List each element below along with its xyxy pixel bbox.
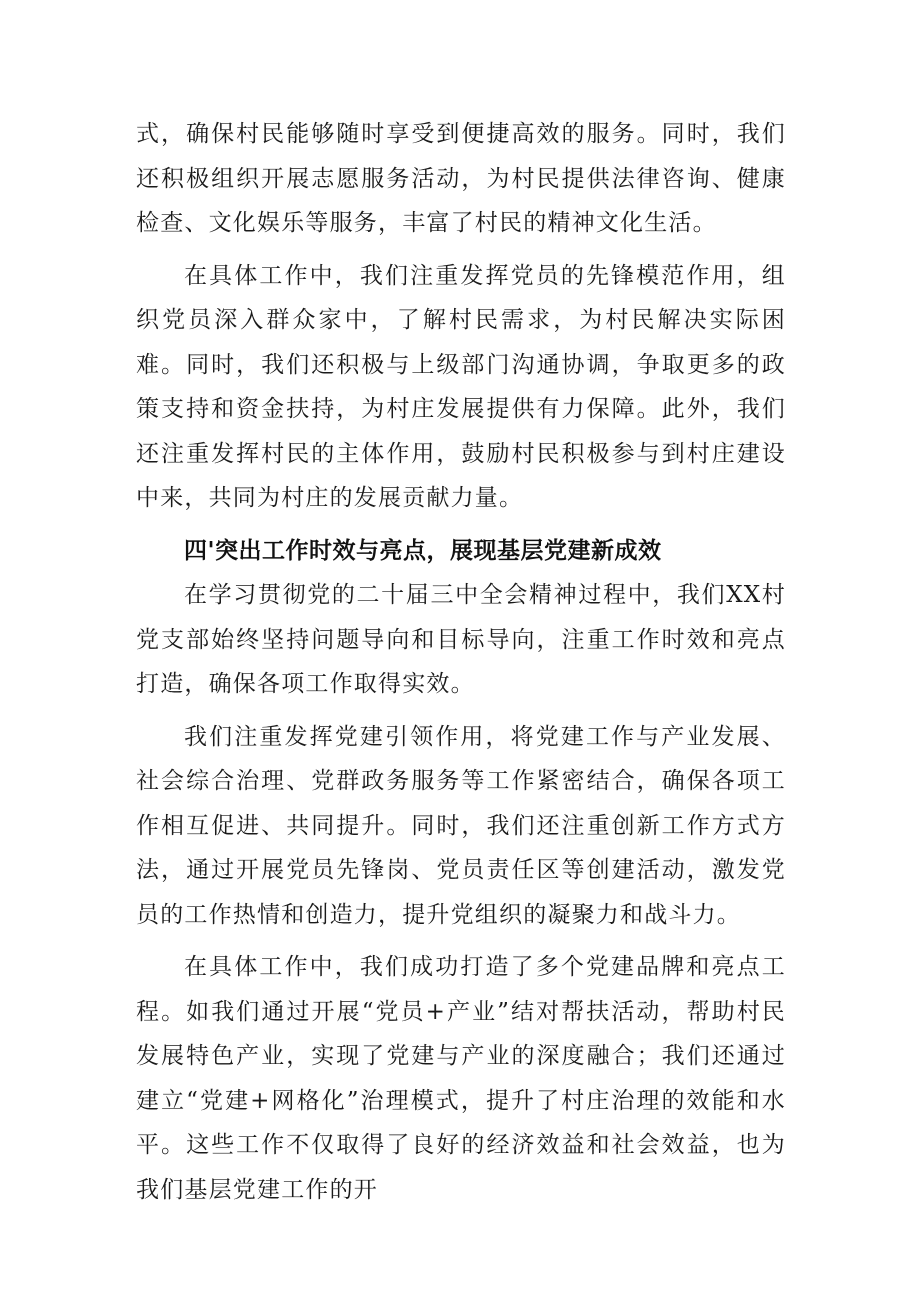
document-body (136, 112, 786, 1212)
paragraph-section-intro: 在学习贯彻党的二十届三中全会精神过程中，我们XX村党支部始终坚持问题导向和目标导向，注重工作时效和亮点打造，确保各项工作取得实效。 (136, 582, 786, 697)
paragraph-continued: 式，确保村民能够随时享受到便捷高效的服务。同时，我们还积极组织开展志愿服务活动，为村民提供法律咨询、健康检查、文化娱乐等服务，丰富了村民的精神文化生活。 (136, 121, 786, 236)
paragraph-party-members: 在具体工作中，我们注重发挥党员的先锋模范作用，组织党员深入群众家中，了解村民需求，为村民解决实际困难。同时，我们还积极与上级部门沟通协调，争取更多的政策支持和资金扶持，为村庄发展提供有力保障。此外，我们还注重发挥村民的主体作用，鼓励村民积极参与到村庄建设中来，共同为村庄的发展贡献力量。 (136, 262, 786, 511)
section-heading: 四'突出工作时效与亮点，展现基层党建新成效 (184, 537, 662, 564)
paragraph-party-brands: 在具体工作中，我们成功打造了多个党建品牌和亮点工程。如我们通过开展“党员+产业”结对帮扶活动，帮助村民发展特色产业，实现了党建与产业的深度融合；我们还通过建立“党建+网格化”治理模式，提升了村庄治理的效能和水平。这些工作不仅取得了良好的经济效益和社会效益，也为我们基层党建工作的开 (136, 954, 786, 1203)
paragraph-party-leadership: 我们注重发挥党建引领作用，将党建工作与产业发展、社会综合治理、党群政务服务等工作紧密结合，确保各项工作相互促进、共同提升。同时，我们还注重创新工作方式方法，通过开展党员先锋岗、党员责任区等创建活动，激发党员的工作热情和创造力，提升党组织的凝聚力和战斗力。 (136, 723, 786, 928)
